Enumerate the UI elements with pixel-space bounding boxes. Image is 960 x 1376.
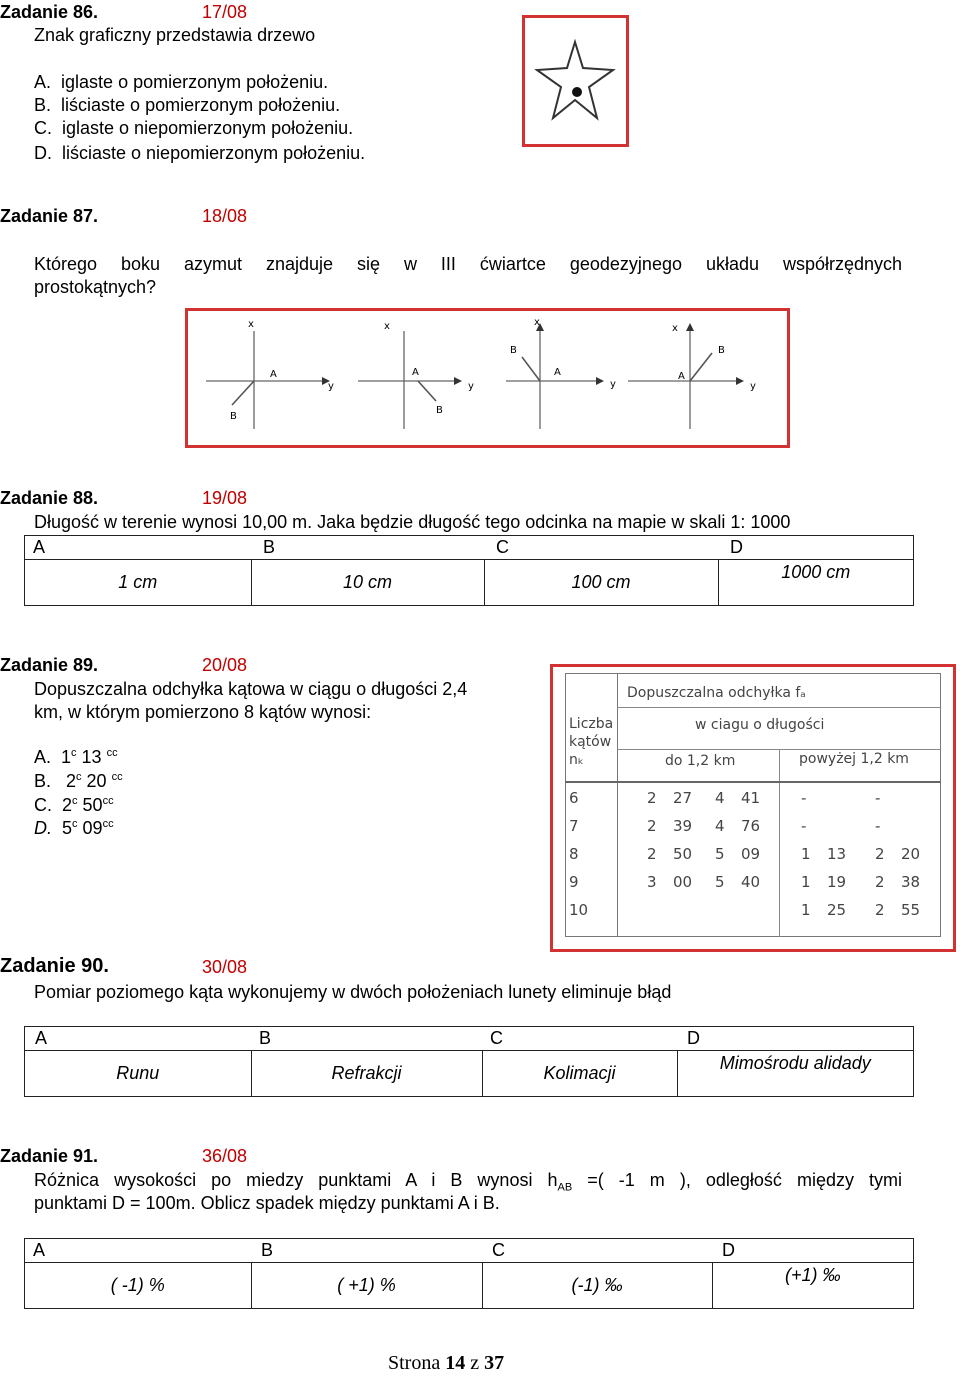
svg-text:A: A [412,367,419,378]
svg-text:x: x [672,323,678,334]
z91-answer-table: A B C D ( -1) % ( +1) % (-1) ‰ (+1) ‰ [24,1238,914,1309]
svg-text:y: y [468,381,474,392]
azimuth-panel-3 [506,317,616,429]
z89-question-line1: Dopuszczalna odchyłka kątowa w ciągu o długości 2,4 [34,679,468,699]
z87-title: Zadanie 87. [0,206,99,226]
azimuth-panel-1 [206,319,334,429]
tolerance-cell-n: 7 [569,817,579,835]
diagram-label-a: A [270,369,277,380]
tolerance-col1-line3: nₖ [569,752,584,768]
z89-option-a[interactable]: A. 1$^c$ 13 $^{cc}$ [34,747,118,767]
z87-question-line1: Którego boku azymut znajduje się w III ćwiartce geodezyjnego układu współrzędnych [34,254,902,274]
tolerance-cell-cc: 40 [741,873,761,891]
tolerance-cell-cc: 00 [673,873,693,891]
svg-text:x: x [534,317,540,328]
diagram-label-y: y [328,381,334,392]
svg-text:B: B [718,345,725,356]
tolerance-cell-n: 10 [569,901,589,919]
tolerance-cell-grad: 2 [647,789,657,807]
tolerance-cell-cc: 76 [741,817,761,835]
tolerance-sub2: powyżej 1,2 km [799,751,909,767]
svg-text:A: A [554,367,561,378]
tolerance-header-line1: Dopuszczalna odchyłka fₐ [627,685,806,701]
z90-code: 30/08 [202,957,248,977]
z91-question-line2: punktami D = 100m. Oblicz spadek między punktami A i B. [34,1193,500,1213]
svg-text:y: y [750,381,756,392]
z87-question-line2: prostokątnych? [34,277,157,297]
z91-answer-a[interactable]: ( -1) % [25,1263,252,1309]
tolerance-cell-cc: 20 [901,845,921,863]
tolerance-col1-line2: kątów [569,734,612,750]
z86-option-d: D. liściaste o niepomierzonym położeniu. [34,143,366,163]
z88-answer-c[interactable]: 100 cm [484,560,718,606]
tolerance-cell-grad: 2 [875,901,885,919]
tolerance-cell-grad: - [875,789,881,807]
tolerance-row [565,899,941,927]
z90-answer-c[interactable]: Kolimacji [482,1051,677,1097]
tolerance-cell-grad: 4 [715,817,725,835]
z91-answer-b[interactable]: ( +1) % [251,1263,482,1309]
z91-answer-d[interactable]: (+1) ‰ [712,1263,914,1309]
z90-answer-table: A B C D Runu Refrakcji Kolimacji Mimośrodu alidady [24,1026,914,1097]
azimuth-panel-4 [628,323,756,429]
tolerance-cell-cc: 27 [673,789,693,807]
z86-code: 17/08 [202,2,248,22]
z89-option-d[interactable]: D. 5$^c$ $09^{cc}$ [34,818,114,838]
tolerance-cell-n: 8 [569,845,579,863]
z89-question-line2: km, w którym pomierzono 8 kątów wynosi: [34,702,372,722]
tolerance-cell-grad: 5 [715,873,725,891]
tolerance-cell-cc: 09 [741,845,761,863]
z89-option-b[interactable]: B. 2$^c$ 20 $^{cc}$ [34,771,123,791]
tolerance-cell-grad: 3 [647,873,657,891]
page-footer: Strona 14 z 37 [388,1352,505,1374]
diagram-label-x: x [248,319,254,330]
tolerance-cell-grad: - [801,789,807,807]
z86-option-c: C. iglaste o niepomierzonym położeniu. [34,118,354,138]
tolerance-cell-grad: 2 [875,873,885,891]
z91-answer-c[interactable]: (-1) ‰ [482,1263,712,1309]
tolerance-cell-cc: 13 [827,845,847,863]
tolerance-cell-cc: 19 [827,873,847,891]
tree-symbol-figure [522,15,629,147]
z90-title: Zadanie 90. [0,955,109,977]
z88-answer-table: A B C D 1 cm 10 cm 100 cm 1000 cm [24,535,914,606]
z91-title: Zadanie 91. [0,1146,99,1166]
tolerance-cell-grad: 4 [715,789,725,807]
tolerance-cell-n: 6 [569,789,579,807]
z88-title: Zadanie 88. [0,488,99,508]
tolerance-row [565,871,941,899]
tolerance-col1-line1: Liczba [569,716,614,732]
z90-answer-a[interactable]: Runu [25,1051,252,1097]
z91-code: 36/08 [202,1146,248,1166]
tolerance-header-line2: w ciagu o długości [695,717,825,733]
tolerance-cell-grad: - [875,817,881,835]
tolerance-cell-n: 9 [569,873,579,891]
z86-question: Znak graficzny przedstawia drzewo [34,25,316,45]
z86-option-a: A. iglaste o pomierzonym położeniu. [34,72,329,92]
tolerance-cell-cc: 55 [901,901,921,919]
tolerance-cell-grad: 5 [715,845,725,863]
z88-answer-d[interactable]: 1000 cm [718,560,914,606]
svg-text:B: B [510,345,517,356]
svg-text:A: A [678,371,685,382]
z87-code: 18/08 [202,206,248,226]
z88-question: Długość w terenie wynosi 10,00 m. Jaka będzie długość tego odcinka na mapie w skali 1: 1000 [34,512,791,532]
tolerance-cell-grad: 2 [647,845,657,863]
tolerance-cell-grad: - [801,817,807,835]
z86-title: Zadanie 86. [0,2,99,22]
svg-text:x: x [384,321,390,332]
tolerance-cell-grad: 2 [647,817,657,835]
tolerance-table-figure [550,664,956,952]
tolerance-cell-cc: 25 [827,901,847,919]
tolerance-cell-cc: 41 [741,789,761,807]
z90-answer-b[interactable]: Refrakcji [251,1051,482,1097]
tolerance-cell-grad: 1 [801,845,811,863]
tolerance-sub1: do 1,2 km [665,753,736,769]
star-symbol-icon [525,18,626,144]
diagram-label-b: B [230,411,237,422]
z90-answer-d[interactable]: Mimośrodu alidady [677,1051,914,1097]
azimuth-panel-2 [358,321,474,429]
z89-title: Zadanie 89. [0,655,99,675]
z91-question-line1: Różnica wysokości po miedzy punktami A i B wynosi $h_{AB}$ =( -1 m ), odległość między tymi [34,1170,902,1194]
tolerance-cell-cc: 39 [673,817,693,835]
z88-code: 19/08 [202,488,248,508]
z89-option-c[interactable]: C. 2$^c$ $50^{cc}$ [34,795,114,815]
tolerance-cell-grad: 2 [875,845,885,863]
tolerance-row [565,787,941,815]
z90-question: Pomiar poziomego kąta wykonujemy w dwóch położeniach lunety eliminuje błąd [34,982,672,1002]
tolerance-cell-grad: 1 [801,901,811,919]
svg-text:B: B [436,405,443,416]
svg-text:y: y [610,379,616,390]
z89-code: 20/08 [202,655,248,675]
z88-answer-a[interactable]: 1 cm [25,560,252,606]
tolerance-cell-cc: 38 [901,873,921,891]
z86-option-b: B. liściaste o pomierzonym położeniu. [34,95,341,115]
tolerance-table [565,673,941,937]
z88-answer-b[interactable]: 10 cm [251,560,484,606]
azimuth-diagrams-figure [185,308,790,448]
tolerance-row [565,843,941,871]
tolerance-row [565,815,941,843]
tolerance-cell-grad: 1 [801,873,811,891]
tolerance-cell-cc: 50 [673,845,693,863]
